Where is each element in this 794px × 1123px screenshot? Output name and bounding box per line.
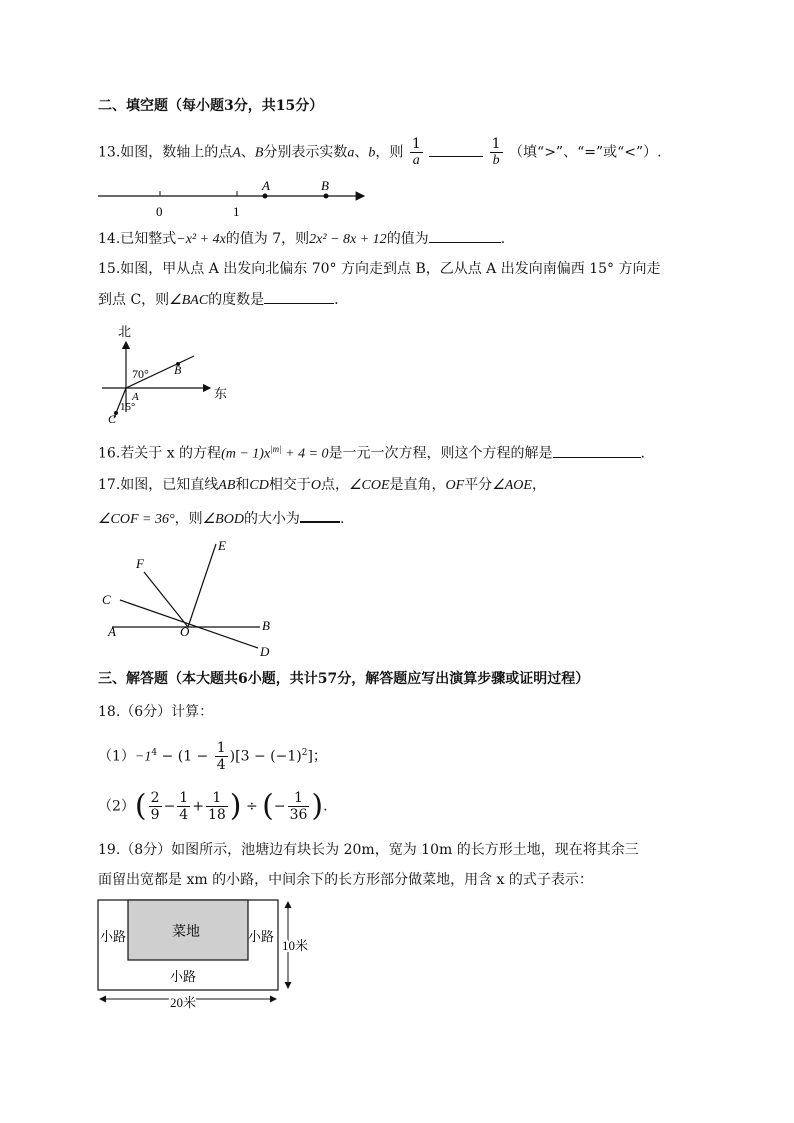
- section-3-title: 三、解答题（本大题共6小题，共计57分，解答题应写出演算步骤或证明过程）: [98, 671, 590, 687]
- question-17-line-1: 17.如图，已知直线AB和CD相交于O点，∠COE是直角，OF平分∠AOE，: [98, 477, 546, 493]
- section-2-title: 二、填空题（每小题3分，共15分）: [98, 98, 324, 114]
- question-18-part-1: $(1)-1^4 - (1$ − $\frac{1}{4}$ )$[3 - (-1)^2]$；: [98, 740, 327, 773]
- label-point-a: A: [262, 178, 270, 193]
- ray-of: [144, 572, 188, 627]
- intersecting-lines-figure: [98, 536, 288, 660]
- angle-15-label: 15°: [120, 401, 136, 413]
- path-left-label: 小路: [100, 929, 127, 944]
- question-15-line-2: 到点 C，则∠BAC的度数是 .: [98, 289, 339, 311]
- garden-plot-figure: [94, 896, 326, 1010]
- answer-blank-16[interactable]: [553, 443, 641, 458]
- question-18-heading: 18.（6分）计算：: [98, 704, 214, 720]
- question-17-line-2: ∠COF = 36°，则∠BOD的大小为 .: [98, 507, 344, 530]
- answer-blank-17[interactable]: [300, 507, 340, 523]
- north-label: 北: [118, 324, 132, 339]
- width-label: 20米: [170, 995, 197, 1010]
- ray-oe: [188, 544, 216, 627]
- label-d: D: [260, 644, 270, 659]
- point-c-label: C: [108, 412, 117, 426]
- garden-label: 菜地: [172, 925, 200, 940]
- compass-direction-figure: [98, 322, 238, 426]
- point-b-label: B: [174, 363, 182, 377]
- label-point-b: B: [321, 178, 329, 193]
- path-right-label: 小路: [248, 929, 275, 944]
- fraction-1-over-b: $\frac{1}{b}$: [491, 136, 501, 168]
- question-14: 14.已知整式−x² + 4x的值为 7，则2x² − 8x + 12的值为 .: [98, 228, 505, 250]
- answer-blank-15[interactable]: [264, 289, 334, 304]
- fraction-1-over-a: $\frac{1}{a}$: [411, 136, 421, 168]
- answer-blank-14[interactable]: [429, 228, 501, 243]
- question-16: 16.若关于 x 的方程$(m - 1)x^{|m|} + 4 = 0$是一元一次方程，则这个方程的解是 .: [98, 444, 645, 462]
- question-13: 13.如图，数轴上的点A、B分别表示实数a、b，则 $\frac{1}{a}$ $\frac{1}{b}$ （填“>”、“=”或“<”）.: [98, 136, 662, 168]
- question-19-line-1: 19.（8分）如图所示，池塘边有块长为 20m，宽为 10m 的长方形土地，现在将其余三: [98, 842, 639, 858]
- question-15-line-1: 15.如图，甲从点 A 出发向北偏东 70° 方向走到点 B，乙从点 A 出发向南偏西 15° 方向走: [98, 261, 661, 277]
- height-label: 10米: [282, 938, 309, 953]
- fraction-1-4: $\frac{1}{4}$: [216, 740, 226, 773]
- question-18-part-2: （2）( $\frac{2}{9}$ − $\frac{1}{4}$ + $\frac{1}{18}$ ) ÷ (− $\frac{1}{36}$ ).: [98, 788, 328, 824]
- point-b-dot: [324, 194, 329, 199]
- label-0: 0: [156, 204, 163, 219]
- angle-70-label: 70°: [132, 367, 149, 381]
- answer-blank-13[interactable]: [429, 142, 483, 157]
- label-f: F: [136, 556, 144, 571]
- label-c: C: [102, 592, 111, 607]
- label-b: B: [262, 618, 270, 633]
- point-a-label: A: [132, 391, 139, 403]
- label-o: O: [180, 624, 190, 639]
- label-1: 1: [233, 204, 240, 219]
- point-a-dot: [263, 194, 268, 199]
- label-a: A: [108, 624, 116, 639]
- label-e: E: [218, 538, 226, 553]
- east-label: 东: [214, 386, 228, 401]
- number-line-figure: [96, 174, 376, 222]
- question-19-line-2: 面留出宽都是 xm 的小路，中间余下的长方形部分做菜地，用含 x 的式子表示：: [98, 872, 593, 888]
- path-bottom-label: 小路: [170, 969, 197, 984]
